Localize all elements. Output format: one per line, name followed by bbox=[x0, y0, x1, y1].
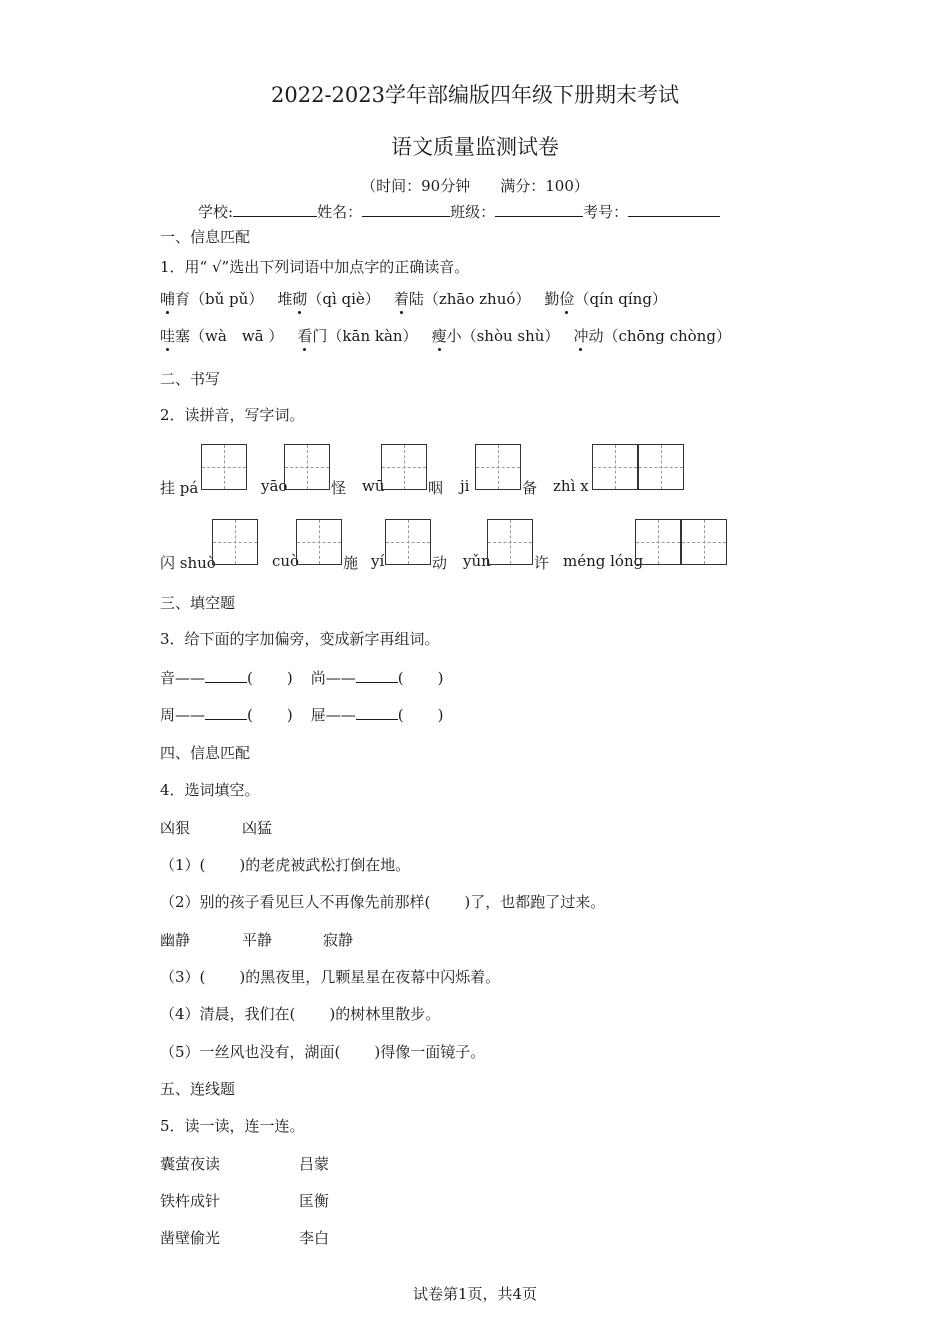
page-footer: 试卷第1页，共4页 bbox=[412, 1285, 538, 1303]
word-char: 塞 bbox=[175, 327, 191, 345]
paren-open: ( bbox=[247, 706, 253, 724]
match-left-item[interactable]: 铁杵成针 bbox=[160, 1192, 221, 1210]
pinyin-options[interactable]: （kān kàn） bbox=[327, 327, 418, 345]
sentence-pre: （2）别的孩子看见巨人不再像先前那样( bbox=[160, 893, 431, 911]
word-choice: 寂静 bbox=[323, 931, 354, 949]
dotted-char: 砌 bbox=[292, 290, 308, 308]
match-right-item[interactable]: 匡衡 bbox=[299, 1192, 330, 1210]
pinyin-options[interactable]: （bǔ pǔ） bbox=[190, 290, 264, 308]
writing-label: 咽 bbox=[428, 479, 444, 497]
word-char: 堆 bbox=[277, 290, 293, 308]
writing-box[interactable] bbox=[635, 519, 681, 565]
exam-number-field[interactable] bbox=[628, 216, 720, 217]
paren-close: ) bbox=[286, 706, 293, 724]
section-5-heading: 五、连线题 bbox=[160, 1080, 236, 1098]
pronunciation-item[interactable] bbox=[432, 327, 560, 345]
pronunciation-item[interactable] bbox=[277, 290, 379, 308]
dotted-char: 冲 bbox=[573, 327, 589, 345]
paren-open: ( bbox=[397, 669, 404, 687]
pronunciation-item[interactable] bbox=[573, 327, 731, 345]
word-choice: 凶狠 bbox=[160, 819, 191, 837]
section-4-heading: 四、信息匹配 bbox=[160, 744, 251, 762]
school-field[interactable] bbox=[233, 216, 317, 217]
writing-box[interactable] bbox=[296, 519, 342, 565]
pinyin-options[interactable]: （chōng chòng） bbox=[603, 327, 731, 345]
word-char: 陆 bbox=[408, 290, 424, 308]
writing-box[interactable] bbox=[381, 444, 427, 490]
sentence-pre: （3）( bbox=[160, 968, 206, 986]
name-field[interactable] bbox=[362, 216, 450, 217]
writing-box[interactable] bbox=[592, 444, 638, 490]
fill-sentence-5 bbox=[160, 1041, 485, 1062]
section-3-heading: 三、填空题 bbox=[160, 594, 236, 612]
pronunciation-item[interactable] bbox=[394, 290, 531, 308]
writing-box[interactable] bbox=[212, 519, 258, 565]
paren-close: ) bbox=[286, 669, 293, 687]
writing-label: cuò bbox=[272, 552, 300, 570]
paren-open: ( bbox=[247, 669, 253, 687]
exam-subtitle: 语文质量监测试卷 bbox=[391, 135, 559, 159]
pronunciation-item[interactable] bbox=[160, 327, 283, 345]
exam-meta: （时间：90分钟 满分：100） bbox=[361, 177, 589, 195]
answer-blank[interactable] bbox=[356, 719, 398, 720]
writing-label: zhì x bbox=[553, 477, 589, 495]
dotted-char: 哺 bbox=[160, 290, 176, 308]
question-3-row-2 bbox=[160, 704, 443, 725]
question-3: 3．给下面的字加偏旁，变成新字再组词。 bbox=[160, 630, 440, 648]
dotted-char: 看 bbox=[297, 327, 313, 345]
writing-label: yí bbox=[371, 552, 385, 570]
pinyin-options[interactable]: （qín qíng） bbox=[574, 290, 667, 308]
pinyin-options[interactable]: （zhāo zhuó） bbox=[423, 290, 531, 308]
word-char: 勤 bbox=[544, 290, 560, 308]
pinyin-options[interactable]: （qì qiè） bbox=[307, 290, 380, 308]
question-1: 1．用“ √”选出下列词语中加点字的正确读音。 bbox=[160, 258, 470, 276]
writing-box[interactable] bbox=[284, 444, 330, 490]
fill-sentence-1 bbox=[160, 854, 410, 875]
paren-close: ) bbox=[437, 706, 444, 724]
writing-label: 动 bbox=[432, 554, 448, 572]
section-2-heading: 二、书写 bbox=[160, 370, 221, 388]
match-right-item[interactable]: 李白 bbox=[299, 1229, 330, 1247]
match-left-item[interactable]: 凿壁偷光 bbox=[160, 1229, 221, 1247]
dotted-char: 着 bbox=[393, 290, 409, 308]
word-char: 动 bbox=[588, 327, 604, 345]
word-choice: 凶猛 bbox=[242, 819, 273, 837]
answer-blank[interactable] bbox=[356, 682, 398, 683]
writing-label: 施 bbox=[343, 554, 359, 572]
dotted-char: 俭 bbox=[559, 290, 575, 308]
class-label: 班级： bbox=[450, 203, 496, 221]
writing-label: méng lóng bbox=[563, 552, 644, 570]
base-char: 尚—— bbox=[310, 669, 356, 687]
name-label: 姓名： bbox=[317, 203, 363, 221]
answer-blank[interactable] bbox=[205, 682, 247, 683]
pronunciation-item[interactable] bbox=[160, 290, 263, 308]
dotted-char: 哇 bbox=[160, 327, 176, 345]
pinyin-options[interactable]: （shòu shù） bbox=[461, 327, 560, 345]
base-char: 周—— bbox=[160, 706, 206, 724]
pinyin-options[interactable]: （wà wā ） bbox=[190, 327, 284, 345]
writing-label: yǔn bbox=[463, 552, 491, 570]
writing-label: 怪 bbox=[331, 479, 347, 497]
school-label: 学校: bbox=[198, 203, 234, 221]
writing-label: 挂 pá bbox=[160, 479, 199, 497]
word-char: 小 bbox=[446, 327, 462, 345]
writing-label: 许 bbox=[534, 554, 550, 572]
writing-label: yāo bbox=[261, 477, 288, 495]
pronunciation-item[interactable] bbox=[297, 327, 417, 345]
exam-title: 2022-2023学年部编版四年级下册期末考试 bbox=[271, 83, 679, 107]
writing-box[interactable] bbox=[385, 519, 431, 565]
word-choice: 幽静 bbox=[160, 931, 191, 949]
writing-box[interactable] bbox=[487, 519, 533, 565]
writing-label: ji bbox=[460, 477, 470, 495]
question-5: 5．读一读，连一连。 bbox=[160, 1117, 305, 1135]
question-2: 2．读拼音，写字词。 bbox=[160, 406, 305, 424]
writing-box[interactable] bbox=[201, 444, 247, 490]
sentence-pre: （5）一丝风也没有，湖面( bbox=[160, 1043, 341, 1061]
paren-close: ) bbox=[437, 669, 444, 687]
exam-number-label: 考号： bbox=[583, 203, 629, 221]
sentence-pre: （4）清晨，我们在( bbox=[160, 1005, 296, 1023]
word-char: 育 bbox=[175, 290, 191, 308]
word-char: 门 bbox=[312, 327, 328, 345]
writing-box[interactable] bbox=[638, 444, 684, 490]
sentence-post: )了，也都跑了过来。 bbox=[464, 893, 606, 911]
fill-sentence-4 bbox=[160, 1003, 440, 1024]
sentence-post: )的树林里散步。 bbox=[329, 1005, 441, 1023]
fill-sentence-3 bbox=[160, 966, 500, 987]
word-choice: 平静 bbox=[242, 931, 273, 949]
match-left-item[interactable]: 囊萤夜读 bbox=[160, 1155, 221, 1173]
sentence-post: )得像一面镜子。 bbox=[374, 1043, 486, 1061]
writing-label: 闪 shuò bbox=[160, 554, 216, 572]
section-1-heading: 一、信息匹配 bbox=[160, 228, 251, 246]
writing-label: 备 bbox=[522, 479, 538, 497]
question-4: 4．选词填空。 bbox=[160, 781, 260, 799]
dotted-char: 瘦 bbox=[431, 327, 447, 345]
info-fields bbox=[198, 201, 720, 222]
writing-box[interactable] bbox=[681, 519, 727, 565]
writing-box[interactable] bbox=[475, 444, 521, 490]
fill-sentence-2 bbox=[160, 891, 605, 912]
question-1-row-2 bbox=[160, 325, 731, 346]
base-char: 音—— bbox=[160, 669, 206, 687]
writing-label: wū bbox=[362, 477, 385, 495]
answer-blank[interactable] bbox=[205, 719, 247, 720]
question-1-row-1 bbox=[160, 288, 667, 309]
match-right-item[interactable]: 吕蒙 bbox=[299, 1155, 330, 1173]
sentence-post: )的黑夜里，几颗星星在夜幕中闪烁着。 bbox=[239, 968, 501, 986]
class-field[interactable] bbox=[495, 216, 583, 217]
pronunciation-item[interactable] bbox=[544, 290, 667, 308]
paren-open: ( bbox=[397, 706, 404, 724]
sentence-pre: （1）( bbox=[160, 856, 206, 874]
base-char: 屉—— bbox=[310, 706, 356, 724]
question-3-row-1 bbox=[160, 667, 443, 688]
sentence-post: )的老虎被武松打倒在地。 bbox=[239, 856, 411, 874]
